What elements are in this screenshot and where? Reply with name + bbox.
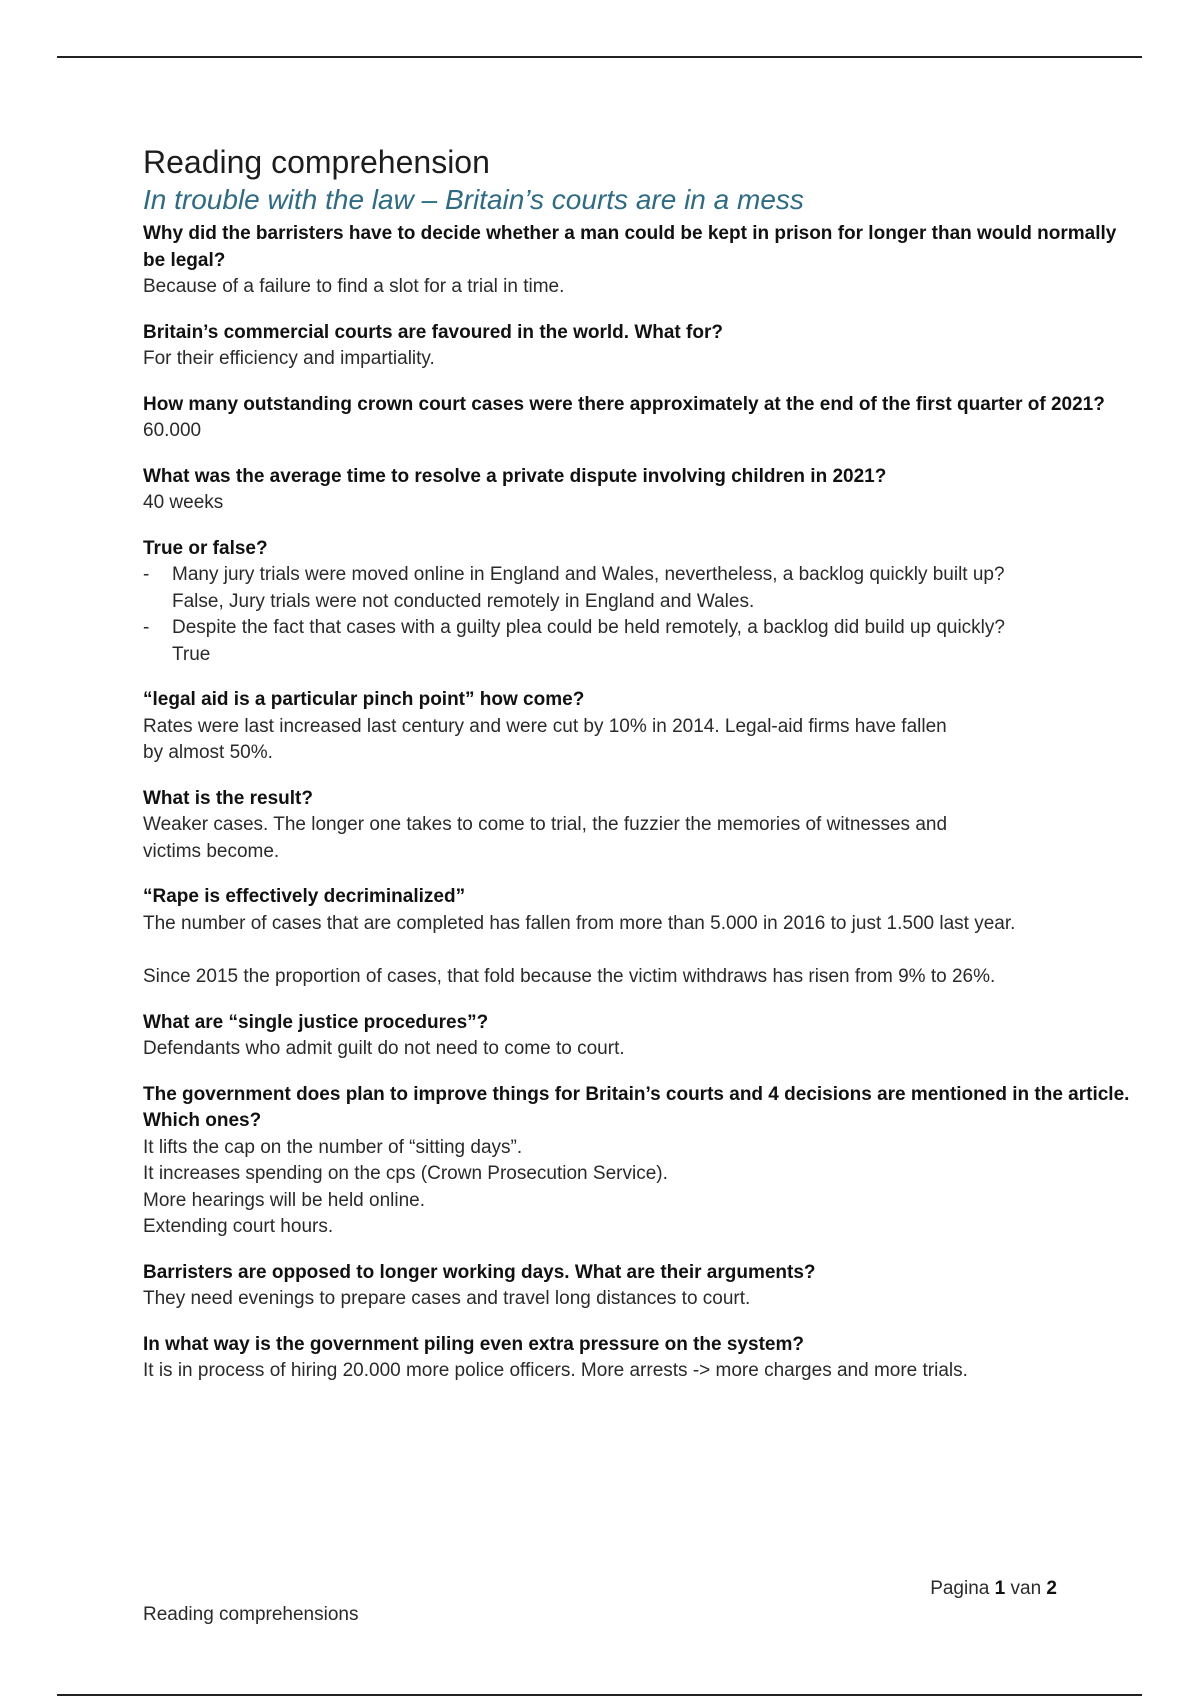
- document-title: Reading comprehension: [143, 144, 490, 180]
- qa-item: [143, 884, 1143, 991]
- answer: Since 2015 the proportion of cases, that fold because the victim withdraws has risen from 9% to 26%.: [143, 966, 996, 987]
- answer-line: It increases spending on the cps (Crown Prosecution Service).: [143, 1163, 668, 1184]
- question: In what way is the government piling even extra pressure on the system?: [143, 1333, 804, 1355]
- page-number: [930, 1576, 1057, 1602]
- qa-item: [143, 392, 1143, 445]
- question: Britain’s commercial courts are favoured in the world. What for?: [143, 321, 723, 343]
- footer-rule: [57, 1694, 1142, 1696]
- answer: True: [172, 643, 211, 665]
- question: What was the average time to resolve a private dispute involving children in 2021?: [143, 465, 887, 487]
- paragraph-gap: [143, 937, 1143, 964]
- header-rule: [57, 56, 1142, 58]
- answer-continued: by almost 50%.: [143, 742, 273, 763]
- list-item: [143, 562, 1143, 615]
- answer: For their efficiency and impartiality.: [143, 348, 435, 369]
- question: The government does plan to improve things for Britain’s courts and 4 decisions are mentioned in the article. Which ones?: [143, 1083, 1130, 1131]
- page-of: van: [1010, 1578, 1042, 1599]
- answer: It is in process of hiring 20.000 more police officers. More arrests -> more charges and more trials.: [143, 1360, 968, 1381]
- document-subtitle: In trouble with the law – Britain’s courts are in a mess: [143, 184, 804, 215]
- question: Why did the barristers have to decide whether a man could be kept in prison for longer than would normally be legal?: [143, 223, 1117, 271]
- qa-item: [143, 221, 1143, 301]
- answer: Weaker cases. The longer one takes to come to trial, the fuzzier the memories of witnesses and: [143, 814, 948, 835]
- page-label: Pagina: [930, 1578, 990, 1599]
- qa-item: [143, 464, 1143, 517]
- question: What are “single justice procedures”?: [143, 1011, 489, 1033]
- answer: Because of a failure to find a slot for a trial in time.: [143, 276, 565, 297]
- document-body: [143, 142, 1143, 1404]
- question: “Rape is effectively decriminalized”: [143, 886, 466, 907]
- answer: Rates were last increased last century and were cut by 10% in 2014. Legal-aid firms have fallen: [143, 715, 947, 737]
- qa-item: [143, 1260, 1143, 1313]
- question: What is the result?: [143, 787, 313, 809]
- true-false-section: [143, 536, 1143, 669]
- question: Barristers are opposed to longer working days. What are their arguments?: [143, 1261, 816, 1283]
- list-item: [143, 615, 1143, 668]
- answer-line: More hearings will be held online.: [143, 1189, 425, 1211]
- qa-item: [143, 687, 1143, 767]
- answer: False, Jury trials were not conducted remotely in England and Wales.: [172, 590, 755, 612]
- qa-item: [143, 320, 1143, 373]
- answer: They need evenings to prepare cases and travel long distances to court.: [143, 1288, 751, 1309]
- page-total: 2: [1046, 1578, 1057, 1599]
- qa-item: [143, 1010, 1143, 1063]
- answer-line: Extending court hours.: [143, 1216, 334, 1237]
- answer: The number of cases that are completed has fallen from more than 5.000 in 2016 to just 1.500 last year.: [143, 912, 1016, 934]
- qa-item: [143, 1332, 1143, 1385]
- statement: Despite the fact that cases with a guilty plea could be held remotely, a backlog did build up quickly?: [172, 617, 1005, 638]
- true-false-list: [143, 562, 1143, 668]
- answer: Defendants who admit guilt do not need to come to court.: [143, 1038, 625, 1059]
- list-bullet: -: [143, 617, 150, 638]
- page-current: 1: [994, 1578, 1006, 1599]
- qa-item: [143, 1082, 1143, 1241]
- list-bullet: -: [143, 564, 150, 585]
- answer-continued: victims become.: [143, 840, 280, 862]
- answer-line: It lifts the cap on the number of “sitting days”.: [143, 1136, 523, 1158]
- answer: 40 weeks: [143, 492, 224, 513]
- qa-item: [143, 786, 1143, 866]
- question: How many outstanding crown court cases were there approximately at the end of the first quarter of 2021?: [143, 393, 1105, 415]
- question: True or false?: [143, 537, 268, 559]
- statement: Many jury trials were moved online in England and Wales, nevertheless, a backlog quickly built up?: [172, 564, 1005, 585]
- footer-document-name: Reading comprehensions: [143, 1604, 359, 1625]
- question: “legal aid is a particular pinch point” how come?: [143, 689, 585, 710]
- answer: 60.000: [143, 420, 202, 441]
